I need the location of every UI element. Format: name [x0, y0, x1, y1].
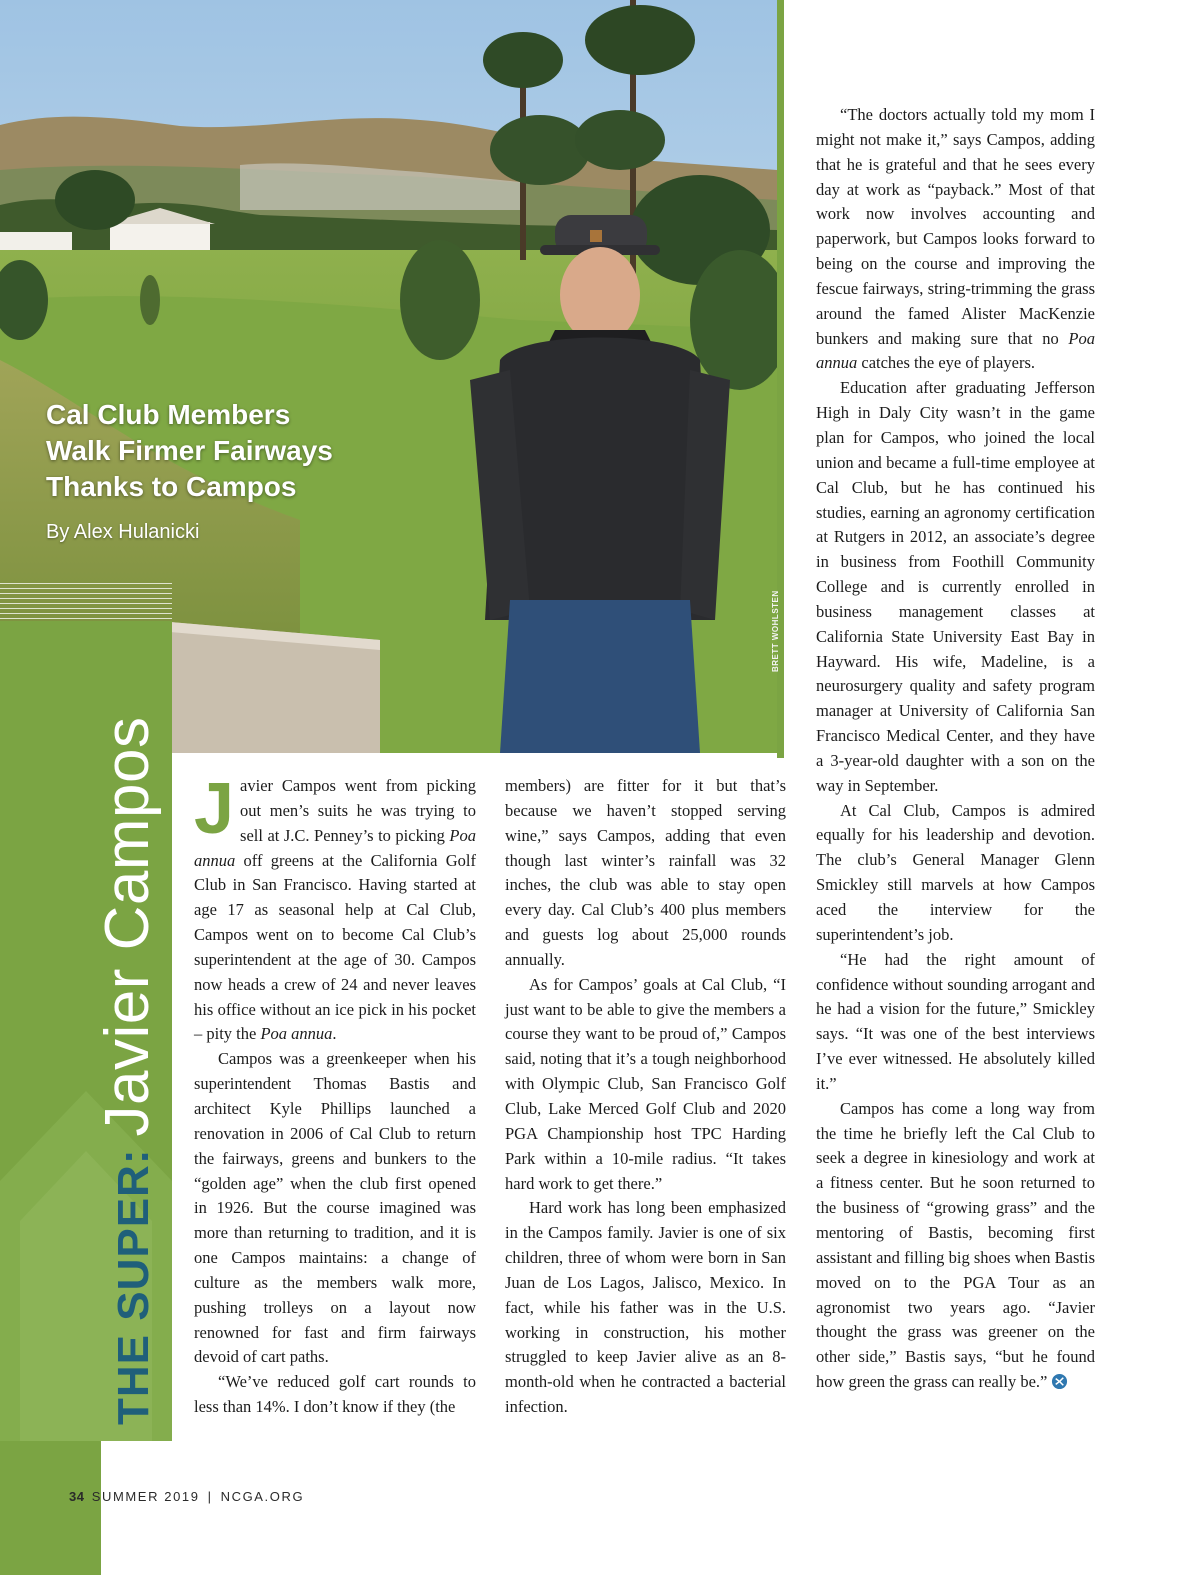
- article-column-1: [194, 769, 476, 1420]
- drop-cap: J: [194, 769, 235, 849]
- section-name: Javier Campos: [93, 716, 162, 1137]
- article-paragraph: Campos was a greenkeeper when his superintendent Thomas Bastis and architect Kyle Phillips launched a renovation in 2006 of Cal Club to return the fairways, greens and bunkers to the “golden age” when the club first opened in 1926. But the course imagined was more than returning to tradition, and it is one Campos maintains: a change of culture as the members walk more, pushing trolleys on a layout now renowned for fast and firm fairways devoid of cart paths.: [194, 1049, 476, 1367]
- headline-line-3: Thanks to Campos: [46, 471, 297, 502]
- end-mark-icon: [1051, 1373, 1068, 1390]
- section-label: THE SUPER:: [109, 1148, 158, 1425]
- section-band-foot: [0, 1441, 101, 1575]
- article-paragraph: “We’ve reduced golf cart rounds to less than 14%. I don’t know if they (the: [194, 1372, 476, 1417]
- article-paragraph: At Cal Club, Campos is admired equally for his leadership and devotion. The club’s General Manager Glenn Smickley still marvels at how Campos aced the interview for the superintendent’s job.: [816, 800, 1095, 944]
- page-footer: [69, 1489, 304, 1504]
- col1-italic: Poa annua: [194, 825, 476, 870]
- col3-run: “The doctors actually told my mom I might not make it,” says Campos, adding that he is grateful and that he sees every day at work as “payback.” Most of that work now involves accounting and paperwork, but Campos looks forward to being on the course and improving the fescue fairways, string-trimming the grass around the famed Alister MacKenzie bunkers and making sure that no: [816, 105, 1095, 348]
- article-column-2: [505, 774, 786, 1420]
- headline-line-1: Cal Club Members: [46, 399, 291, 430]
- photo-credit: BRETT WOHLSTEN: [771, 590, 780, 672]
- article-paragraph: “He had the right amount of confidence without sounding arrogant and he had a vision for the future,” Smickley says. “It was one of the best interviews I’ve ever witnessed. He absolutely killed it.”: [816, 949, 1095, 1093]
- col1-run: off greens at the California Golf Club in San Francisco. Having started at age 17 as seasonal help at Cal Club, Campos went on to become Cal Club’s superintendent at the age of 30. Campos now heads a crew of 24 and never leaves his office without an ice pick in his pocket – pity the: [194, 850, 476, 1044]
- section-title-vertical: [93, 665, 174, 1425]
- article-paragraph: members) are fitter for it but that’s because we haven’t stopped serving wine,” says Campos, adding that even though last winter’s rainfall was 32 inches, the club was able to stay open every day. Cal Club’s 400 plus members and guests log about 25,000 rounds annually.: [505, 776, 786, 969]
- article-column-3: [816, 103, 1095, 1395]
- article-paragraph: Hard work has long been emphasized in the Campos family. Javier is one of six children, three of whom were born in San Juan de Los Lagos, Jalisco, Mexico. In fact, while his father was in the U.S. working in construction, his mother struggled to keep Javier alive as an 8-month-old when he contracted a bacterial infection.: [505, 1198, 786, 1417]
- col3-run: catches the eye of players.: [857, 353, 1035, 373]
- decorative-stripes: [0, 583, 172, 621]
- col3-italic: Poa annua: [816, 328, 1095, 373]
- col1-italic: Poa annua: [260, 1024, 333, 1044]
- article-paragraph: [816, 103, 1095, 376]
- page-number: 34: [69, 1489, 85, 1504]
- article-paragraph: [816, 1097, 1095, 1395]
- headline: [46, 397, 486, 505]
- site-link[interactable]: NCGA.ORG: [220, 1489, 305, 1504]
- article-paragraph: Education after graduating Jefferson High in Daly City wasn’t in the game plan for Campos, who joined the local union and became a full-time employee at Cal Club, but he has continued his studies, earning an agronomy certification at Rutgers in 2012, an associate’s degree in business from Foothill Community College and is currently enrolled in business management classes at California State University East Bay in Hayward. His wife, Madeline, is a neurosurgery quality and safety program manager at University of California San Francisco Medical Center, and they have a 3-year-old daughter with a son on the way in September.: [816, 378, 1095, 795]
- footer-separator: |: [207, 1489, 213, 1504]
- col1-run: avier Campos went from picking out men’s suits he was trying to sell at J.C. Penney’s to picking: [240, 776, 476, 845]
- col1-run: .: [332, 1024, 337, 1044]
- issue-label: SUMMER 2019: [91, 1489, 200, 1504]
- headline-line-2: Walk Firmer Fairways: [46, 435, 333, 466]
- byline: By Alex Hulanicki: [46, 521, 200, 543]
- final-paragraph-text: Campos has come a long way from the time he briefly left the Cal Club to seek a degree in kinesiology and work at a fitness center. But he soon returned to the business of “growing grass” and the mentoring of Bastis, becoming first assistant and filling big shoes when Bastis moved on to the PGA Tour as an agronomist two years ago. “Javier thought the grass was greener on the other side,” Bastis says, “but he found how green the grass can really be.”: [816, 1098, 1095, 1392]
- article-paragraph: [194, 769, 476, 1047]
- article-paragraph: As for Campos’ goals at Cal Club, “I just want to be able to give the members a course they want to be proud of,” Campos said, noting that it’s a tough neighborhood with Olympic Club, San Francisco Golf Club, Lake Merced Golf Club and 2020 PGA Championship host TPC Harding Park within a 10-mile radius. “It takes hard work to get there.”: [505, 974, 786, 1193]
